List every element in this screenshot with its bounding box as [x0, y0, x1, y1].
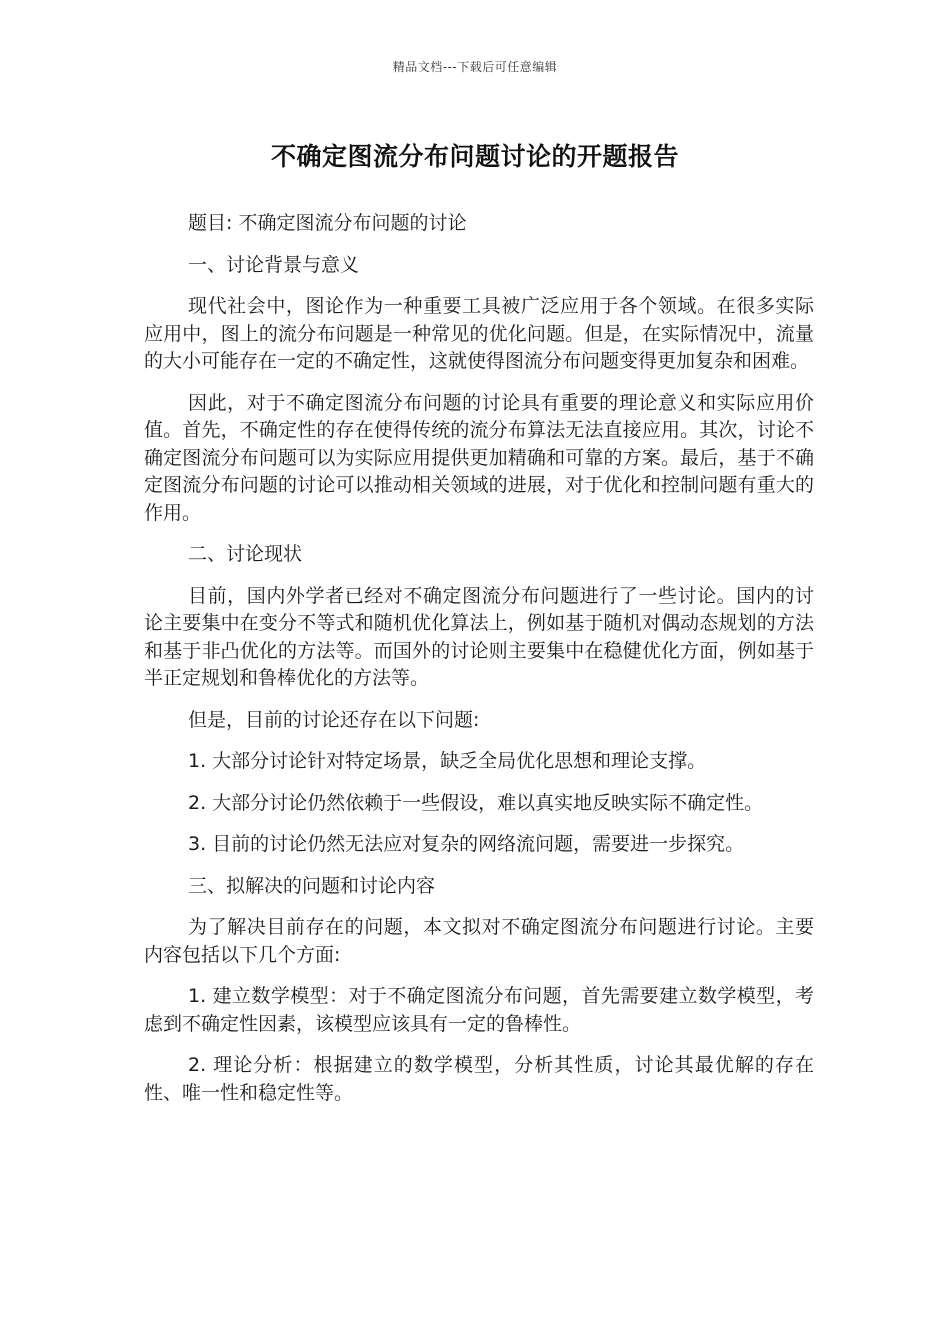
list-item-content-1: 1. 建立数学模型：对于不确定图流分布问题，首先需要建立数学模型，考虑到不确定性因素，该模型应该具有一定的鲁棒性。 [144, 985, 814, 1035]
document-title: 不确定图流分布问题讨论的开题报告 [270, 142, 679, 171]
paragraph-problems-intro: 但是，目前的讨论还存在以下问题: [188, 708, 480, 731]
section-heading-status: 二、讨论现状 [188, 543, 303, 565]
list-item-problem-1: 1. 大部分讨论针对特定场景，缺乏全局优化思想和理论支撑。 [188, 750, 707, 772]
section-heading-content: 三、拟解决的问题和讨论内容 [188, 874, 436, 897]
document-body [144, 210, 814, 1121]
paragraph-status: 目前，国内外学者已经对不确定图流分布问题进行了一些讨论。国内的讨论主要集中在变分不等式和随机优化算法上，例如基于随机对偶动态规划的方法和基于非凸优化的方法等。而国外的讨论则主要集中在稳健优化方面，例如基于半正定规划和鲁棒优化的方法等。 [144, 584, 814, 689]
section-heading-background: 一、讨论背景与意义 [188, 253, 360, 276]
list-item-problem-3: 3. 目前的讨论仍然无法应对复杂的网络流问题，需要进一步探究。 [188, 833, 745, 855]
list-item-content-2: 2. 理论分析：根据建立的数学模型，分析其性质，讨论其最优解的存在性、唯一性和稳定性等。 [144, 1054, 814, 1104]
page-header: 精品文档---下载后可任意编辑 [392, 60, 558, 74]
topic-line: 题目: 不确定图流分布问题的讨论 [188, 212, 467, 234]
paragraph-background: 现代社会中，图论作为一种重要工具被广泛应用于各个领域。在很多实际应用中，图上的流分布问题是一种常见的优化问题。但是，在实际情况中，流量的大小可能存在一定的不确定性，这就使得图流分布问题变得更加复杂和困难。 [144, 295, 814, 372]
list-item-problem-2: 2. 大部分讨论仍然依赖于一些假设，难以真实地反映实际不确定性。 [188, 791, 764, 814]
paragraph-significance: 因此，对于不确定图流分布问题的讨论具有重要的理论意义和实际应用价值。首先，不确定性的存在使得传统的流分布算法无法直接应用。其次，讨论不确定图流分布问题可以为实际应用提供更加精确和可靠的方案。最后，基于不确定图流分布问题的讨论可以推动相关领域的进展，对于优化和控制问题有重大的作用。 [144, 391, 814, 524]
paragraph-content-intro: 为了解决目前存在的问题，本文拟对不确定图流分布问题进行讨论。主要内容包括以下几个方面: [144, 916, 814, 966]
